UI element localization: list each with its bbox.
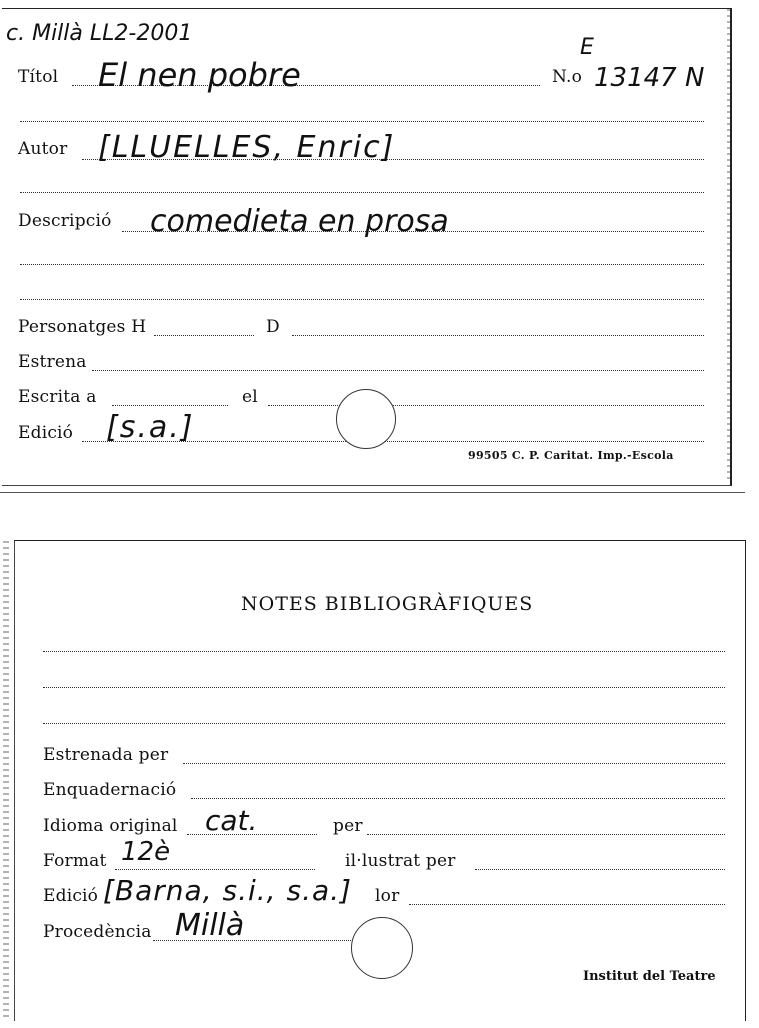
blank-line	[43, 723, 725, 724]
number-label: N.o	[552, 67, 583, 87]
illustrated-label: il·lustrat per	[345, 851, 456, 871]
catalog-card-back	[14, 540, 746, 1021]
description-value: comedieta en prosa	[150, 204, 449, 239]
catalog-card-front	[2, 8, 732, 486]
reference-note: c. Millà LL2-2001	[6, 21, 193, 46]
written-place-line	[112, 405, 228, 406]
written-date-label: el	[242, 387, 258, 407]
card-divider	[0, 492, 745, 493]
stamp-circle	[336, 389, 396, 449]
blank-line	[20, 192, 704, 193]
written-label: Escrita a	[18, 387, 97, 407]
author-label: Autor	[18, 139, 68, 159]
title-label: Títol	[18, 67, 59, 87]
institution-name: Institut del Teatre	[583, 969, 716, 984]
edition-value: [Barna, s.i., s.a.]	[103, 874, 352, 907]
value-label: lor	[375, 886, 400, 906]
description-label: Descripció	[18, 211, 112, 231]
origin-value: Millà	[175, 908, 245, 943]
format-label: Format	[43, 851, 107, 871]
blank-line	[20, 121, 704, 122]
printer-imprint: 99505 C. P. Caritat. Imp.-Escola	[468, 449, 674, 462]
characters-male-line	[154, 335, 254, 336]
number-value: 13147 N	[594, 63, 705, 93]
illustrated-line	[475, 869, 725, 870]
origin-label: Procedència	[43, 922, 152, 942]
premiere-label: Estrena	[18, 352, 87, 372]
value-line	[409, 904, 725, 905]
language-value: cat.	[205, 804, 258, 837]
characters-female-label: D	[266, 317, 280, 337]
blank-line	[20, 299, 704, 300]
blank-line	[20, 264, 704, 265]
premiered-by-label: Estrenada per	[43, 745, 169, 765]
premiere-line	[92, 370, 704, 371]
characters-label: Personatges H	[18, 317, 147, 337]
blank-line	[43, 651, 725, 652]
edition-label: Edició	[43, 886, 99, 906]
edition-label: Edició	[18, 423, 74, 443]
title-value: El nen pobre	[98, 56, 301, 94]
binding-label: Enquadernació	[43, 780, 177, 800]
characters-female-line	[292, 335, 704, 336]
blank-line	[43, 687, 725, 688]
author-value: [LLUELLES, Enric]	[98, 130, 396, 165]
language-translator-label: per	[333, 816, 363, 836]
section-heading: NOTES BIBLIOGRÀFIQUES	[241, 593, 534, 615]
binding-line	[191, 798, 725, 799]
stamp-circle	[351, 917, 413, 979]
language-label: Idioma original	[43, 816, 178, 836]
language-translator-line	[367, 834, 725, 835]
torn-edge	[3, 541, 9, 1017]
number-mark: E	[580, 35, 594, 60]
edition-value: [s.a.]	[106, 410, 195, 445]
torn-edge	[727, 9, 730, 479]
format-line	[115, 869, 315, 870]
format-value: 12è	[121, 837, 171, 867]
premiered-by-line	[183, 763, 725, 764]
written-date-line	[268, 405, 704, 406]
